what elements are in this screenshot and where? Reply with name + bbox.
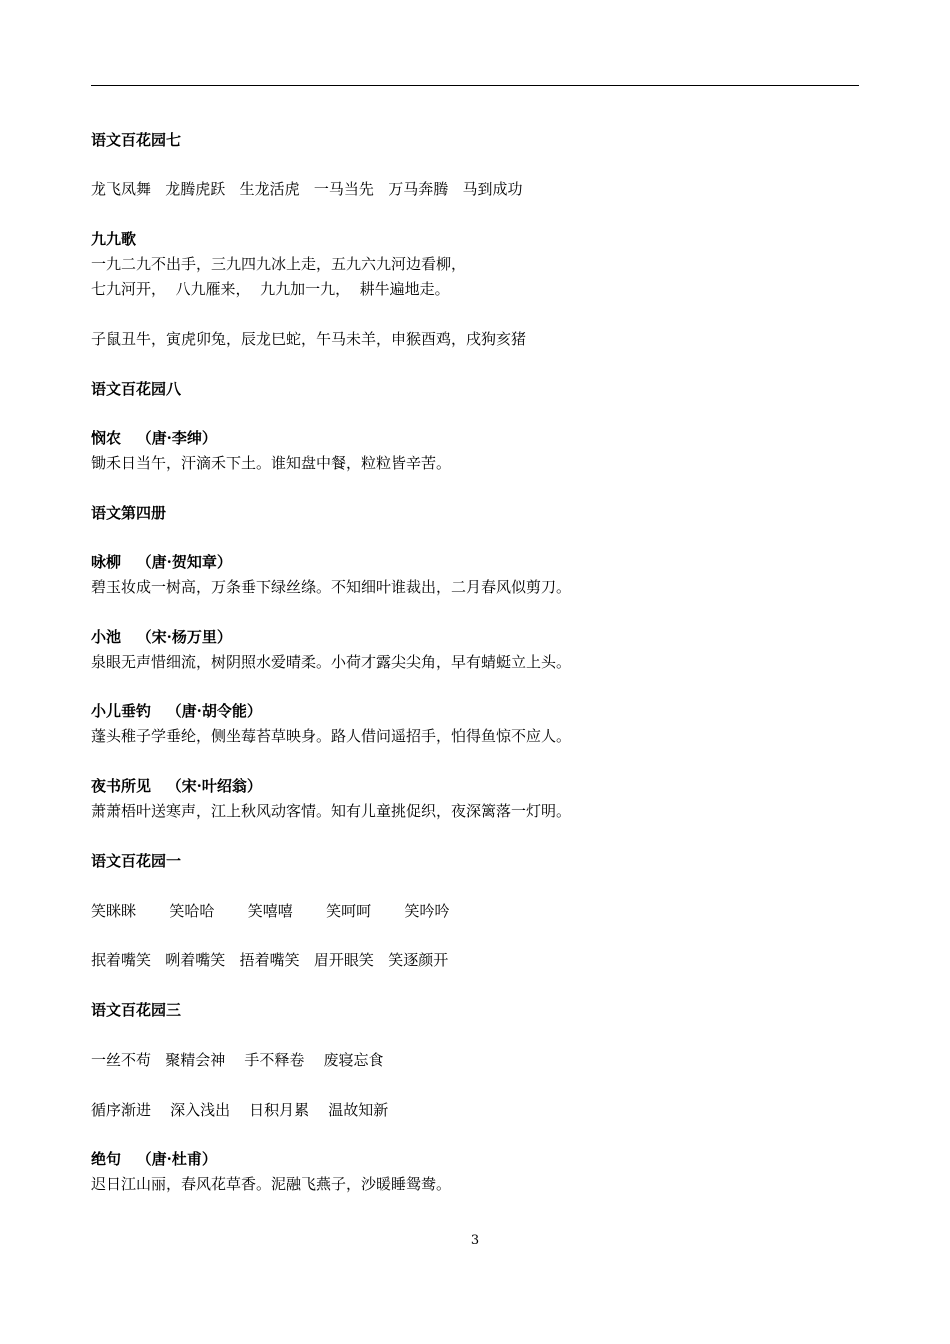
poem-line: 锄禾日当午，汗滴禾下土。谁知盘中餐，粒粒皆辛苦。 bbox=[91, 454, 452, 472]
poem-title: 悯农 （唐·李绅） bbox=[91, 429, 217, 447]
poem-line: 蓬头稚子学垂纶，侧坐莓苔草映身。路人借问遥招手，怕得鱼惊不应人。 bbox=[91, 727, 572, 745]
poem-title: 夜书所见 （宋·叶绍翁） bbox=[91, 777, 262, 795]
idiom-line: 龙飞凤舞 龙腾虎跃 生龙活虎 一马当先 万马奔腾 马到成功 bbox=[91, 180, 523, 198]
idiom-line: 一丝不苟 聚精会神 手不释卷 废寝忘食 bbox=[91, 1051, 384, 1069]
section-heading: 语文百花园七 bbox=[91, 131, 182, 149]
section-heading: 语文百花园三 bbox=[91, 1001, 182, 1019]
poem-title: 绝句 （唐·杜甫） bbox=[91, 1150, 217, 1168]
word-list: 笑眯眯 笑哈哈 笑嘻嘻 笑呵呵 笑吟吟 bbox=[91, 902, 450, 920]
poem-line: 碧玉妆成一树高，万条垂下绿丝绦。不知细叶谁裁出，二月春风似剪刀。 bbox=[91, 578, 572, 596]
header-rule bbox=[91, 85, 859, 86]
poem-line: 迟日江山丽，春风花草香。泥融飞燕子，沙暖睡鸳鸯。 bbox=[91, 1175, 452, 1193]
section-heading: 语文第四册 bbox=[91, 504, 167, 522]
poem-line: 萧萧梧叶送寒声，江上秋风动客情。知有儿童挑促织，夜深篱落一灯明。 bbox=[91, 802, 572, 820]
poem-line: 泉眼无声惜细流，树阴照水爱晴柔。小荷才露尖尖角，早有蜻蜓立上头。 bbox=[91, 653, 572, 671]
poem-title: 小儿垂钓 （唐·胡令能） bbox=[91, 702, 262, 720]
page-number: 3 bbox=[470, 1233, 480, 1248]
poem-title: 九九歌 bbox=[91, 230, 137, 248]
poem-title: 咏柳 （唐·贺知章） bbox=[91, 553, 232, 571]
poem-line: 七九河开， 八九雁来， 九九加一九， 耕牛遍地走。 bbox=[91, 280, 450, 298]
word-list: 抿着嘴笑 咧着嘴笑 捂着嘴笑 眉开眼笑 笑逐颜开 bbox=[91, 951, 449, 969]
poem-title: 小池 （宋·杨万里） bbox=[91, 628, 232, 646]
section-heading: 语文百花园一 bbox=[91, 852, 182, 870]
zodiac-line: 子鼠丑牛，寅虎卯兔，辰龙巳蛇，午马未羊，申猴酉鸡，戌狗亥猪 bbox=[91, 330, 527, 348]
section-heading: 语文百花园八 bbox=[91, 380, 182, 398]
poem-line: 一九二九不出手，三九四九冰上走，五九六九河边看柳， bbox=[91, 255, 467, 273]
idiom-line: 循序渐进 深入浅出 日积月累 温故知新 bbox=[91, 1101, 389, 1119]
